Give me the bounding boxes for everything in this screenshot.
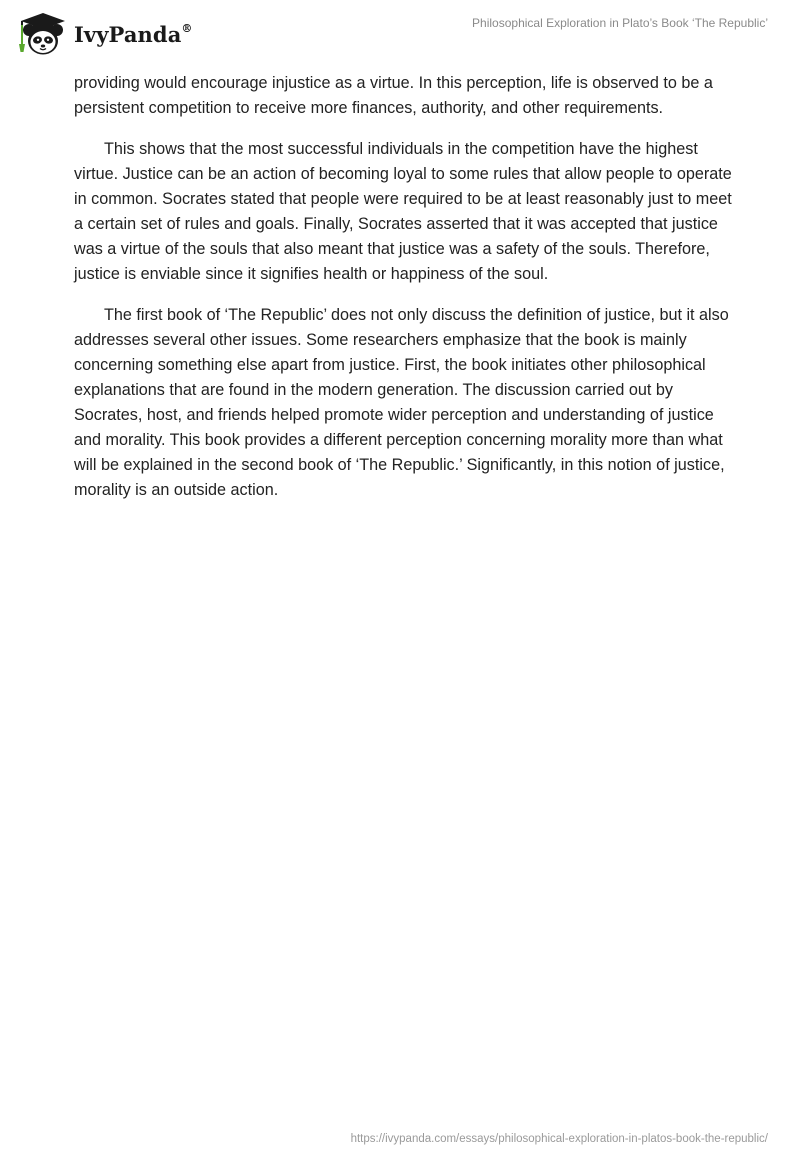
essay-body	[74, 71, 734, 519]
registered-mark: ®	[181, 21, 193, 35]
brand-name: IvyPanda®	[74, 21, 193, 47]
panda-graduate-icon	[14, 8, 72, 58]
source-url[interactable]: https://ivypanda.com/essays/philosophical-exploration-in-platos-book-the-republic/	[350, 1133, 768, 1145]
paragraph: providing would encourage injustice as a virtue. In this perception, life is observed to be a persistent competition to receive more finances, authority, and other requirements.	[74, 74, 713, 117]
page-header	[0, 0, 800, 64]
paragraph: This shows that the most successful individuals in the competition have the highest virtue. Justice can be an action of becoming loyal to some rules that allow people to operate in common. Socrates stated that people were required to be at least reasonably just to meet a certain set of rules and goals. Finally, Socrates asserted that it was accepted that justice was a virtue of the souls that also meant that justice was a safety of the souls. Therefore, justice is enviable since it signifies health or happiness of the soul.	[74, 140, 732, 283]
running-title: Philosophical Exploration in Plato’s Book ‘The Republic’	[472, 16, 768, 30]
paragraph: The first book of ‘The Republic’ does not only discuss the definition of justice, but it also addresses several other issues. Some researchers emphasize that the book is mainly concerning something else apart from justice. First, the book initiates other philosophical explanations that are found in the modern generation. The discussion carried out by Socrates, host, and friends helped promote wider perception and understanding of justice and morality. This book provides a different perception concerning morality more than what will be explained in the second book of ‘The Republic.’ Significantly, in this notion of justice, morality is an outside action.	[74, 306, 729, 499]
ivypanda-logo[interactable]	[14, 8, 193, 58]
